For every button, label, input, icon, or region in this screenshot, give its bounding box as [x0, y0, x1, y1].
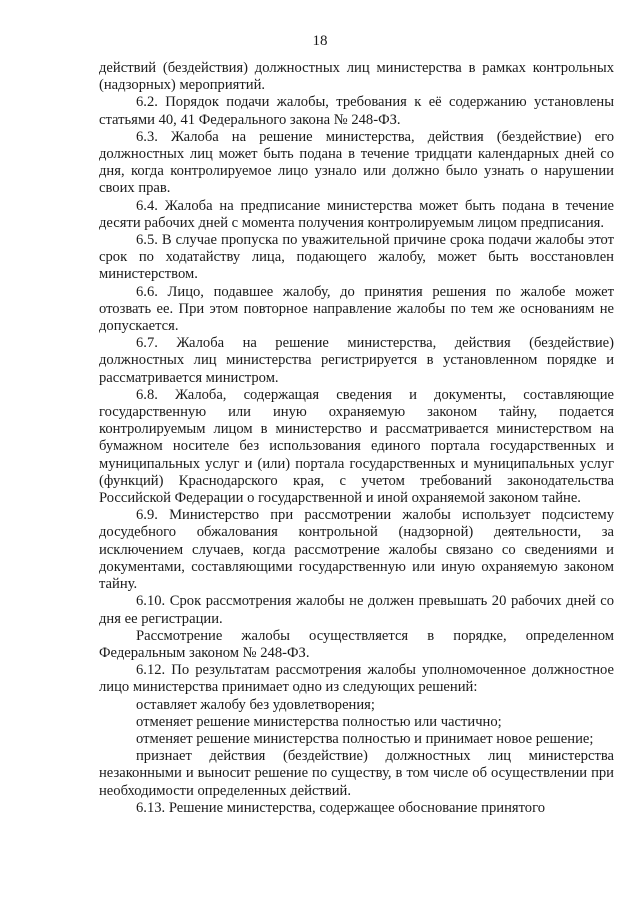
paragraph-6-7: 6.7. Жалоба на решение министерства, действия (бездействие) должностных лиц министерства регистрируется в установленном порядке и рассматривается министром.	[99, 335, 614, 386]
paragraph-6-12-item-2: отменяет решение министерства полностью или частично;	[136, 713, 502, 730]
paragraph-6-11: Рассмотрение жалобы осуществляется в порядке, определенном Федеральным законом № 248-ФЗ.	[99, 627, 614, 661]
paragraph-6-12: 6.12. По результатам рассмотрения жалобы уполномоченное должностное лицо министерства принимает одно из следующих решений:	[99, 662, 614, 696]
paragraph-6-3: 6.3. Жалоба на решение министерства, действия (бездействие) его должностных лиц может быть подана в течение тридцати календарных дней со дня, когда контролируемое лицо узнало или должно было узнать о нарушении своих прав.	[99, 128, 614, 197]
paragraph-6-13: 6.13. Решение министерства, содержащее обоснование принятого	[136, 799, 546, 816]
paragraph-6-9: 6.9. Министерство при рассмотрении жалобы использует подсистему досудебного обжалования контрольной (надзорной) деятельности, за исключением случаев, когда рассмотрение жалобы связано со сведениями и документами, составляющими государственную или иную охраняемую законом тайну.	[99, 507, 614, 593]
paragraph-6-6: 6.6. Лицо, подавшее жалобу, до принятия решения по жалобе может отозвать ее. При этом повторное направление жалобы по тем же основаниям не допускается.	[99, 283, 614, 335]
paragraph-6-10: 6.10. Срок рассмотрения жалобы не должен превышать 20 рабочих дней со дня ее регистрации.	[99, 593, 614, 627]
paragraph-6-12-item-3: отменяет решение министерства полностью и принимает новое решение;	[136, 730, 594, 747]
paragraph-continuation: действий (бездействия) должностных лиц министерства в рамках контрольных (надзорных) мероприятий.	[99, 60, 614, 94]
page-number: 18	[312, 33, 328, 49]
paragraph-6-5: 6.5. В случае пропуска по уважительной причине срока подачи жалобы этот срок по ходатайству лица, подающего жалобу, может быть восстановлен министерством.	[99, 232, 614, 283]
document-body	[99, 60, 614, 817]
paragraph-6-12-item-4: признает действия (бездействие) должностных лиц министерства незаконными и выносит решение по существу, в том числе об осуществлении при необходимости определенных действий.	[99, 748, 614, 799]
paragraph-6-12-item-1: оставляет жалобу без удовлетворения;	[136, 696, 375, 713]
paragraph-6-2: 6.2. Порядок подачи жалобы, требования к её содержанию установлены статьями 40, 41 Федерального закона № 248-ФЗ.	[99, 94, 614, 128]
paragraph-6-8: 6.8. Жалоба, содержащая сведения и документы, составляющие государственную или иную охраняемую законом тайну, подается контролируемым лицом в министерство и рассматривается министерством на бумажном носителе без использования единого портала государственных и муниципальных услуг и (или) портала государственных и муниципальных услуг (функций) Краснодарского края, с учетом требований законодательства Российской Федерации о государственной и иной охраняемой законом тайне.	[99, 386, 614, 507]
paragraph-6-4: 6.4. Жалоба на предписание министерства может быть подана в течение десяти рабочих дней с момента получения контролируемым лицом предписания.	[99, 197, 614, 231]
